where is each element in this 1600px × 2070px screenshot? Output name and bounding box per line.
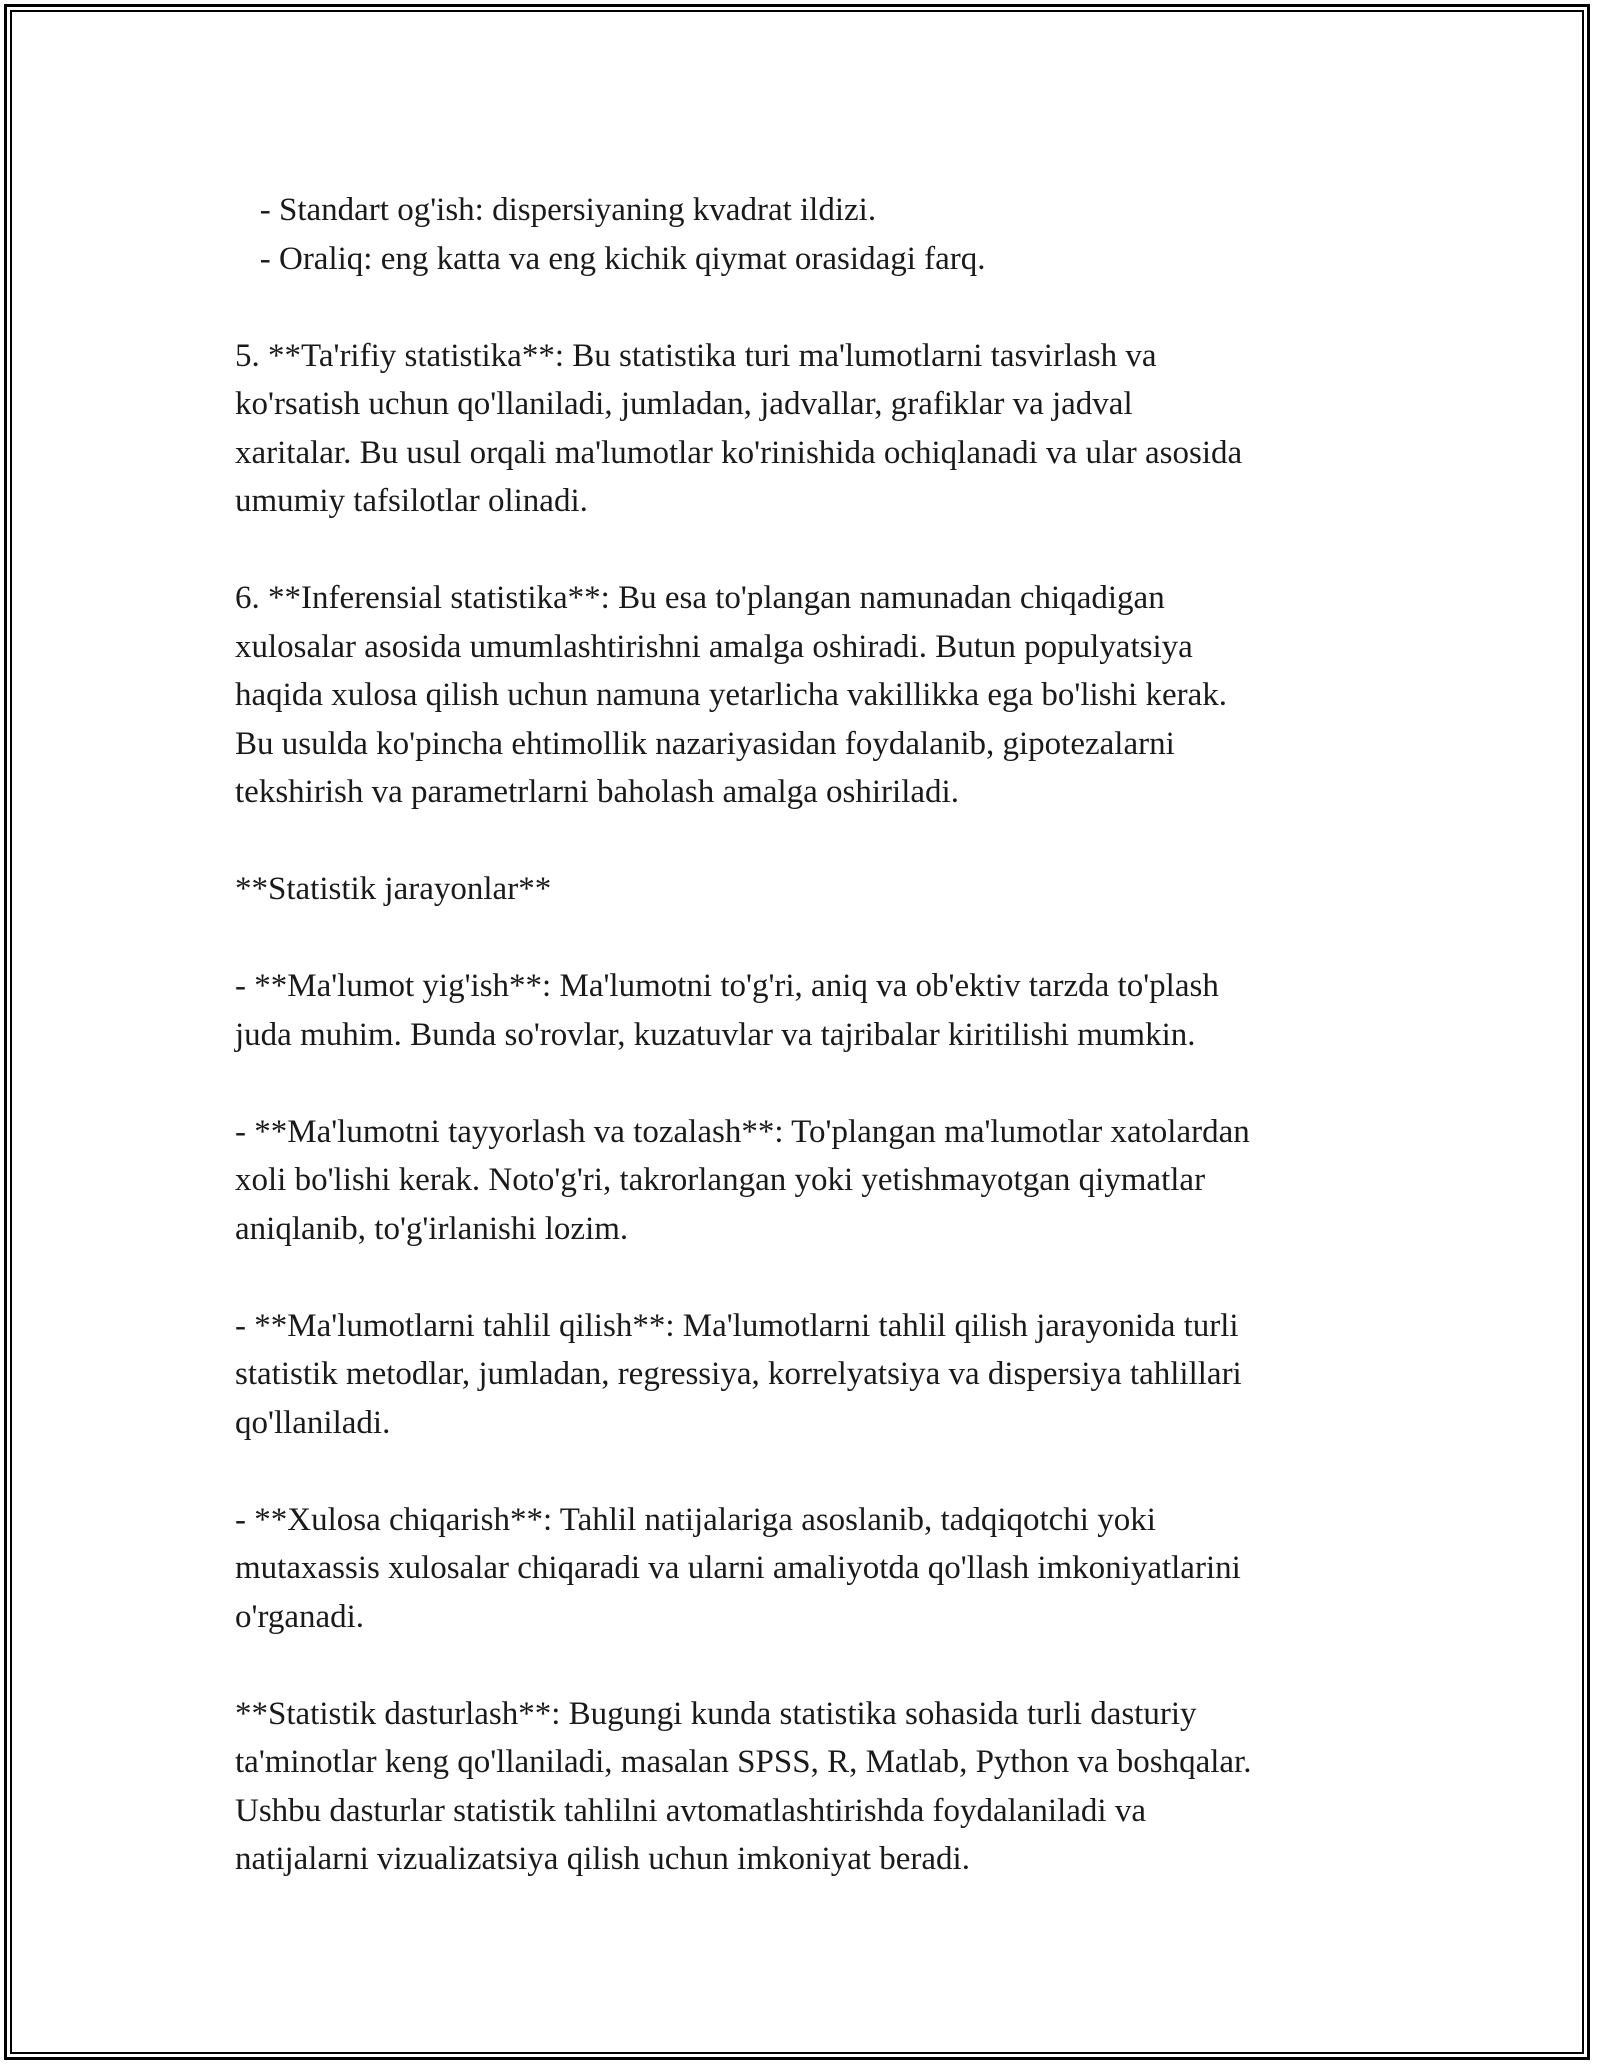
text-line: - Oraliq: eng katta va eng kichik qiymat orasidagi farq. [235,240,986,277]
text-line: - **Xulosa chiqarish**: Tahlil natijalariga asoslanib, tadqiqotchi yoki [235,1501,1156,1538]
text-line: xaritalar. Bu usul orqali ma'lumotlar ko'rinishida ochiqlanadi va ular asosida [235,434,1243,471]
paragraph-gap [235,817,1385,866]
paragraph-gap [235,283,1385,332]
text-line: - **Ma'lumot yig'ish**: Ma'lumotni to'g'ri, aniq va ob'ektiv tarzda to'plash [235,968,1219,1004]
text-line: juda muhim. Bunda so'rovlar, kuzatuvlar va tajribalar kiritilishi mumkin. [235,1016,1196,1053]
text-line: - **Ma'lumotlarni tahlil qilish**: Ma'lumotlarni tahlil qilish jarayonida turli [235,1307,1239,1344]
text-line: natijalarni vizualizatsiya qilish uchun imkoniyat beradi. [235,1841,970,1877]
text-line: haqida xulosa qilish uchun namuna yetarlicha vakillikka ega bo'lishi kerak. [235,677,1227,713]
paragraph-gap [235,1253,1385,1302]
text-line: statistik metodlar, jumladan, regressiya, korrelyatsiya va dispersiya tahlillari [235,1356,1242,1392]
text-line: qo'llaniladi. [235,1404,391,1441]
paragraph-gap [235,1641,1385,1690]
text-line: 6. **Inferensial statistika**: Bu esa to'plangan namunadan chiqadigan [235,580,1165,616]
text-line: - Standart og'ish: dispersiyaning kvadrat ildizi. [235,192,877,228]
text-line: umumiy tafsilotlar olinadi. [235,483,588,519]
text-line: tekshirish va parametrlarni baholash amalga oshiriladi. [235,774,959,810]
text-line: - **Ma'lumotni tayyorlash va tozalash**: To'plangan ma'lumotlar xatolardan [235,1113,1250,1150]
document-body [235,186,1385,1884]
text-line: ko'rsatish uchun qo'llaniladi, jumladan, jadvallar, grafiklar va jadval [235,386,1133,422]
text-line: ta'minotlar keng qo'llaniladi, masalan SPSS, R, Matlab, Python va boshqalar. [235,1744,1252,1780]
text-line: Bu usulda ko'pincha ehtimollik nazariyasidan foydalanib, gipotezalarni [235,725,1175,762]
paragraph-gap [235,1059,1385,1108]
text-line: aniqlanib, to'g'irlanishi lozim. [235,1210,629,1247]
text-line: xulosalar asosida umumlashtirishni amalga oshiradi. Butun populyatsiya [235,628,1193,665]
text-line: **Statistik jarayonlar** [235,871,552,907]
text-line: xoli bo'lishi kerak. Noto'g'ri, takrorlangan yoki yetishmayotgan qiymatlar [235,1162,1206,1198]
paragraph-gap [235,914,1385,963]
text-line: Ushbu dasturlar statistik tahlilni avtomatlashtirishda foydalaniladi va [235,1792,1146,1829]
text-line: **Statistik dasturlash**: Bugungi kunda statistika sohasida turli dasturiy [235,1695,1197,1732]
paragraph-gap [235,1447,1385,1496]
text-line: 5. **Ta'rifiy statistika**: Bu statistika turi ma'lumotlarni tasvirlash va [235,337,1157,374]
paragraph-gap [235,526,1385,575]
text-line: o'rganadi. [235,1598,365,1635]
text-line: mutaxassis xulosalar chiqaradi va ularni amaliyotda qo'llash imkoniyatlarini [235,1550,1241,1586]
